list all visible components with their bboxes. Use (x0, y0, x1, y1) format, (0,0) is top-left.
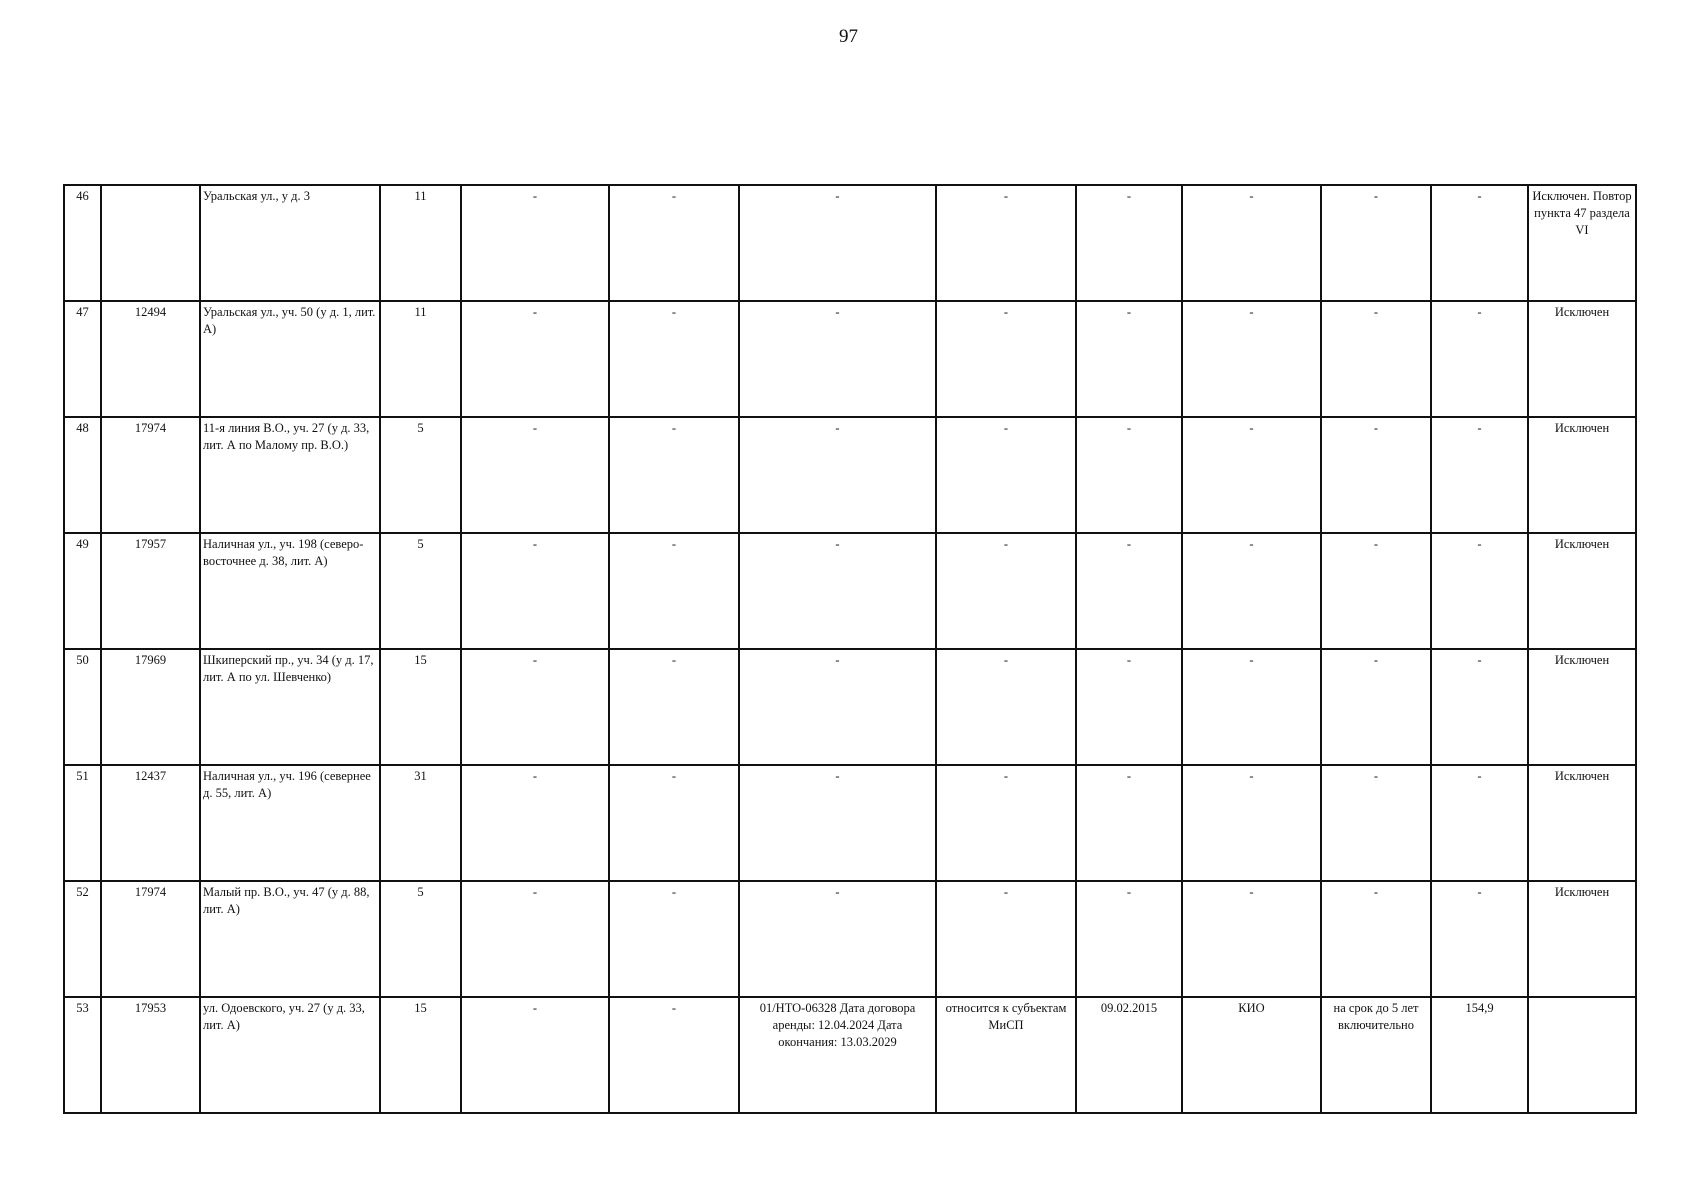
cell-category: - (936, 533, 1076, 649)
table-row (64, 765, 1636, 881)
cell-note: Исключен (1528, 533, 1636, 649)
object-area: 15 (380, 649, 461, 765)
cell-date: - (1076, 765, 1182, 881)
cell-col6: - (609, 533, 739, 649)
object-id: 17974 (101, 881, 200, 997)
cell-term: - (1321, 765, 1431, 881)
cell-date: - (1076, 301, 1182, 417)
object-id: 12437 (101, 765, 200, 881)
cell-authority: - (1182, 185, 1321, 301)
object-area: 15 (380, 997, 461, 1113)
table-row (64, 533, 1636, 649)
object-address: Уральская ул., у д. 3 (200, 185, 380, 301)
cell-term: - (1321, 649, 1431, 765)
cell-category: - (936, 881, 1076, 997)
object-address: Малый пр. В.О., уч. 47 (у д. 88, лит. А) (200, 881, 380, 997)
cell-col5: - (461, 185, 609, 301)
cell-note: Исключен (1528, 765, 1636, 881)
cell-term: - (1321, 185, 1431, 301)
row-number: 50 (64, 649, 101, 765)
cell-date: - (1076, 649, 1182, 765)
table-row (64, 997, 1636, 1113)
cell-col5: - (461, 881, 609, 997)
registry-table (63, 184, 1637, 1114)
object-id: 17953 (101, 997, 200, 1113)
object-area: 31 (380, 765, 461, 881)
row-number: 53 (64, 997, 101, 1113)
cell-contract: - (739, 881, 936, 997)
cell-authority: - (1182, 301, 1321, 417)
cell-contract: - (739, 765, 936, 881)
cell-date: - (1076, 417, 1182, 533)
cell-authority: - (1182, 533, 1321, 649)
cell-col5: - (461, 533, 609, 649)
cell-category: - (936, 649, 1076, 765)
cell-category: - (936, 301, 1076, 417)
object-area: 5 (380, 417, 461, 533)
cell-value: - (1431, 649, 1528, 765)
cell-note: Исключен (1528, 881, 1636, 997)
object-address: Наличная ул., уч. 198 (северо-восточнее д. 38, лит. А) (200, 533, 380, 649)
cell-contract: - (739, 301, 936, 417)
cell-category: - (936, 765, 1076, 881)
cell-category: - (936, 185, 1076, 301)
cell-term: - (1321, 881, 1431, 997)
cell-value: - (1431, 881, 1528, 997)
page-number: 97 (839, 26, 858, 47)
object-address: 11-я линия В.О., уч. 27 (у д. 33, лит. А по Малому пр. В.О.) (200, 417, 380, 533)
cell-authority: КИО (1182, 997, 1321, 1113)
table-row (64, 881, 1636, 997)
object-id (101, 185, 200, 301)
object-address: Уральская ул., уч. 50 (у д. 1, лит. А) (200, 301, 380, 417)
cell-value: 154,9 (1431, 997, 1528, 1113)
cell-value: - (1431, 765, 1528, 881)
cell-contract: - (739, 649, 936, 765)
cell-date: - (1076, 533, 1182, 649)
cell-note: Исключен (1528, 417, 1636, 533)
cell-term: - (1321, 301, 1431, 417)
row-number: 52 (64, 881, 101, 997)
table-row (64, 301, 1636, 417)
cell-col5: - (461, 997, 609, 1113)
cell-col6: - (609, 881, 739, 997)
cell-col5: - (461, 649, 609, 765)
object-area: 5 (380, 881, 461, 997)
cell-col6: - (609, 301, 739, 417)
object-area: 5 (380, 533, 461, 649)
object-area: 11 (380, 301, 461, 417)
row-number: 51 (64, 765, 101, 881)
cell-col5: - (461, 765, 609, 881)
cell-contract: - (739, 185, 936, 301)
cell-date: 09.02.2015 (1076, 997, 1182, 1113)
cell-term: на срок до 5 лет включительно (1321, 997, 1431, 1113)
cell-contract: - (739, 417, 936, 533)
cell-authority: - (1182, 649, 1321, 765)
object-id: 17974 (101, 417, 200, 533)
object-address: Наличная ул., уч. 196 (севернее д. 55, лит. А) (200, 765, 380, 881)
cell-contract: 01/НТО-06328 Дата договора аренды: 12.04.2024 Дата окончания: 13.03.2029 (739, 997, 936, 1113)
row-number: 49 (64, 533, 101, 649)
cell-col5: - (461, 417, 609, 533)
cell-col6: - (609, 185, 739, 301)
object-id: 12494 (101, 301, 200, 417)
cell-value: - (1431, 185, 1528, 301)
cell-date: - (1076, 881, 1182, 997)
row-number: 48 (64, 417, 101, 533)
cell-term: - (1321, 533, 1431, 649)
object-id: 17969 (101, 649, 200, 765)
table-row (64, 417, 1636, 533)
cell-contract: - (739, 533, 936, 649)
cell-value: - (1431, 417, 1528, 533)
cell-col5: - (461, 301, 609, 417)
object-id: 17957 (101, 533, 200, 649)
cell-authority: - (1182, 881, 1321, 997)
object-area: 11 (380, 185, 461, 301)
cell-value: - (1431, 533, 1528, 649)
object-address: Шкиперский пр., уч. 34 (у д. 17, лит. А по ул. Шевченко) (200, 649, 380, 765)
cell-authority: - (1182, 765, 1321, 881)
cell-col6: - (609, 649, 739, 765)
cell-date: - (1076, 185, 1182, 301)
cell-col6: - (609, 997, 739, 1113)
object-address: ул. Одоевского, уч. 27 (у д. 33, лит. А) (200, 997, 380, 1113)
cell-category: - (936, 417, 1076, 533)
cell-note (1528, 997, 1636, 1113)
cell-category: относится к субъектам МиСП (936, 997, 1076, 1113)
cell-col6: - (609, 765, 739, 881)
cell-term: - (1321, 417, 1431, 533)
cell-col6: - (609, 417, 739, 533)
cell-note: Исключен. Повтор пункта 47 раздела VI (1528, 185, 1636, 301)
table-row (64, 185, 1636, 301)
cell-authority: - (1182, 417, 1321, 533)
row-number: 47 (64, 301, 101, 417)
cell-note: Исключен (1528, 301, 1636, 417)
row-number: 46 (64, 185, 101, 301)
cell-note: Исключен (1528, 649, 1636, 765)
cell-value: - (1431, 301, 1528, 417)
table-row (64, 649, 1636, 765)
